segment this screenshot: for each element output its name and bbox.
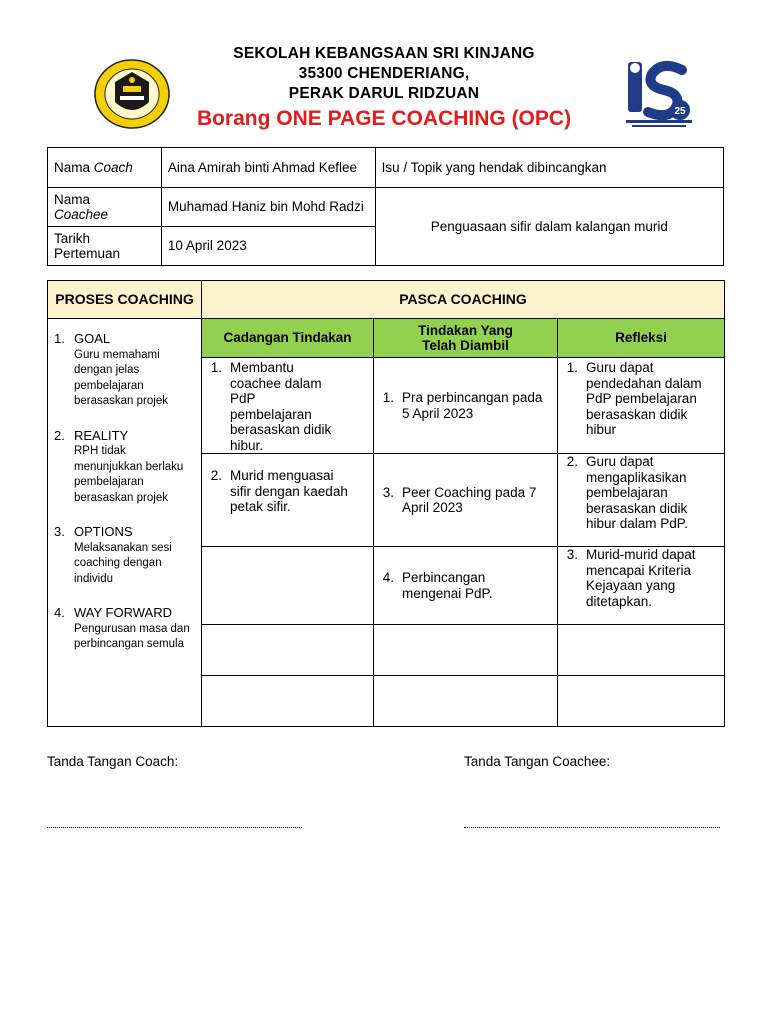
- proses-title: REALITY: [74, 427, 129, 443]
- coach-name-label: [48, 148, 162, 188]
- proses-title: OPTIONS: [74, 524, 133, 539]
- proses-reality: [54, 428, 197, 507]
- empty-cell: [558, 625, 725, 676]
- coachee-signature-line[interactable]: [464, 818, 720, 828]
- coachee-label-italic: Coachee: [54, 207, 109, 222]
- list-text: Guru dapat pendedahan dalam PdP pembelajaran berasaskan didik hibur: [586, 360, 702, 437]
- coaching-process-table: [47, 280, 725, 727]
- proses-description: Pengurusan masa dan perbincangan semula: [74, 622, 190, 650]
- proses-goal: [54, 331, 197, 410]
- proses-coaching-header: PROSES COACHING: [48, 281, 202, 319]
- coach-signature-line[interactable]: [47, 818, 302, 828]
- proses-number: 1.: [54, 331, 65, 346]
- list-text: Peer Coaching pada 7 April 2023: [402, 484, 537, 515]
- topic-label: Isu / Topik yang hendak dibincangkan: [375, 148, 723, 188]
- cadangan-item-1: [202, 358, 374, 454]
- list-number: 3.: [566, 547, 578, 562]
- empty-cell: [558, 676, 725, 727]
- proses-options: [54, 524, 197, 587]
- coachee-label-prefix: Nama: [54, 191, 91, 207]
- school-name: SEKOLAH KEBANGSAAN SRI KINJANG: [233, 45, 535, 62]
- coaching-info-table: [47, 147, 724, 266]
- list-text: Murid menguasai sifir dengan kaedah petak sifir.: [230, 468, 348, 514]
- coach-label-prefix: Nama: [54, 159, 94, 175]
- list-number: 4.: [382, 570, 394, 585]
- refleksi-item-2: [558, 454, 725, 547]
- logo-number: 25: [674, 106, 686, 117]
- refleksi-header: Refleksi: [558, 319, 725, 358]
- list-text: Pra perbincangan pada 5 April 2023: [402, 390, 543, 421]
- coachee-name-value: Muhamad Haniz bin Mohd Radzi: [161, 188, 375, 227]
- meeting-date-label: Tarikh Pertemuan: [48, 227, 162, 266]
- list-text: Membantu coachee dalam PdP pembelajaran berasaskan didik hibur.: [230, 360, 332, 453]
- tindakan-diambil-header: Tindakan Yang Telah Diambil: [374, 319, 558, 358]
- list-text: Perbincangan mengenai PdP.: [402, 570, 493, 601]
- proses-description: Melaksanakan sesi coaching dengan individu: [74, 541, 172, 585]
- empty-cell: [202, 676, 374, 727]
- empty-cell: [374, 676, 558, 727]
- document-header: [0, 40, 768, 140]
- list-number: 3.: [382, 484, 394, 500]
- proses-coaching-cell: [48, 319, 202, 727]
- proses-description: Guru memahami dengan jelas pembelajaran berasaskan projek: [74, 348, 168, 407]
- coach-signature-label: Tanda Tangan Coach:: [47, 754, 179, 769]
- list-number: 2.: [566, 454, 578, 469]
- meeting-date-value: 10 April 2023: [161, 227, 375, 266]
- empty-cell: [374, 625, 558, 676]
- topic-value: Penguasaan sifir dalam kalangan murid: [375, 188, 723, 266]
- pasca-coaching-header: PASCA COACHING: [202, 281, 725, 319]
- proses-way-forward: [54, 605, 197, 653]
- school-state: PERAK DARUL RIDZUAN: [288, 85, 480, 102]
- cadangan-item-2: [202, 454, 374, 547]
- tindakan-item-3: [374, 547, 558, 625]
- list-number: 1.: [566, 360, 578, 375]
- proses-description: RPH tidak menunjukkan berlaku pembelajaran berasaskan projek: [74, 445, 184, 504]
- cadangan-empty-cell: [202, 547, 374, 625]
- cadangan-tindakan-header: Cadangan Tindakan: [202, 319, 374, 358]
- form-title: Borang ONE PAGE COACHING (OPC): [196, 107, 572, 130]
- list-number: 2.: [210, 468, 222, 483]
- list-text: Murid-murid dapat mencapai Kriteria Kejayaan yang ditetapkan.: [586, 547, 696, 609]
- list-number: 1.: [210, 360, 222, 375]
- proses-title: WAY FORWARD: [74, 605, 172, 620]
- refleksi-item-1: [558, 358, 725, 454]
- transformation-program-logo: [624, 58, 694, 130]
- proses-number: 2.: [54, 427, 65, 443]
- refleksi-item-3: [558, 547, 725, 625]
- proses-title: GOAL: [74, 331, 111, 346]
- coachee-name-label: [48, 188, 162, 227]
- proses-number: 3.: [54, 524, 65, 539]
- coach-name-value: Aina Amirah binti Ahmad Keflee: [161, 148, 375, 188]
- tindakan-item-1: [374, 358, 558, 454]
- coach-label-italic: Coach: [93, 159, 133, 175]
- list-text: Guru dapat mengaplikasikan pembelajaran berasaskan didik hibur dalam PdP.: [586, 454, 688, 531]
- empty-cell: [202, 625, 374, 676]
- proses-number: 4.: [54, 605, 65, 620]
- school-postcode-town: 35300 CHENDERIANG,: [298, 65, 470, 82]
- list-number: 1.: [382, 390, 394, 405]
- tindakan-item-2: [374, 454, 558, 547]
- coachee-signature-label: Tanda Tangan Coachee:: [464, 754, 611, 769]
